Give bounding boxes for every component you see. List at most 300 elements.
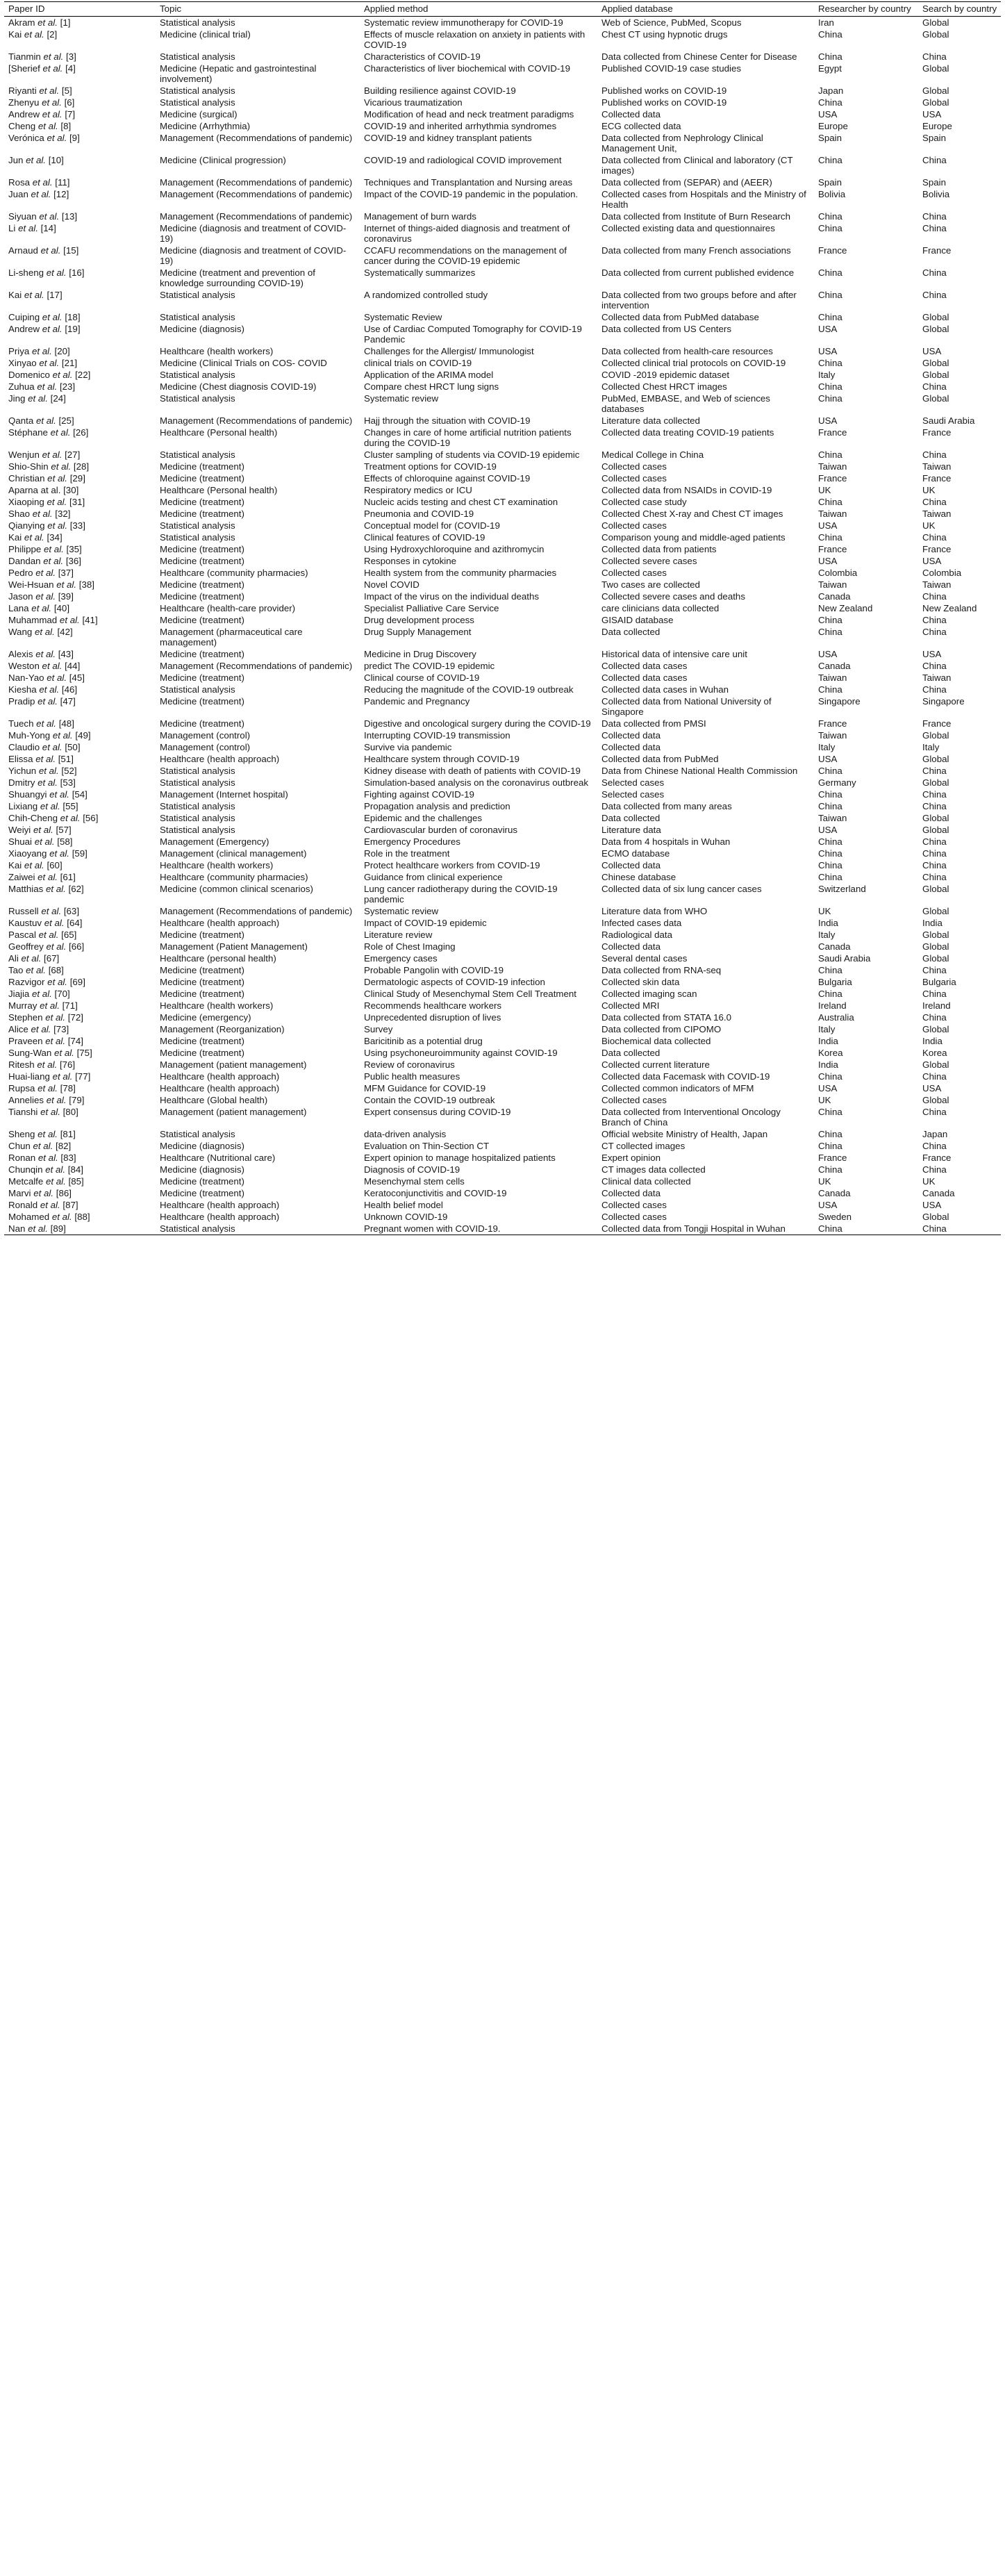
cell-search-country: China (922, 627, 947, 637)
reference-number: [19] (65, 324, 81, 334)
cell-applied-database: Data from Chinese National Health Commission (601, 766, 798, 776)
et-al-text: et al. (46, 267, 67, 278)
cell-applied-method: Keratoconjunctivitis and COVID-19 (364, 1188, 507, 1198)
cell-search-country: Global (922, 777, 949, 788)
table-row (4, 245, 1001, 267)
cell-topic: Medicine (treatment) (160, 965, 244, 975)
cell-paper-id (4, 777, 156, 789)
cell-researcher-country: Korea (818, 1048, 843, 1058)
cell-applied-method: Application of the ARIMA model (364, 370, 494, 380)
cell-applied-database: Collected data (601, 1188, 661, 1198)
author-name: Jing (8, 393, 26, 404)
cell-paper-id (4, 660, 156, 672)
cell-researcher-country: UK (818, 1176, 831, 1187)
cell-search-country: UK (922, 1176, 936, 1187)
author-name: Ritesh (8, 1059, 35, 1070)
cell-applied-database: Collected cases from Hospitals and the Ministry of Health (601, 189, 806, 210)
cell-topic: Healthcare (Personal health) (160, 485, 278, 495)
table-row (4, 1035, 1001, 1047)
author-name: Ronan (8, 1153, 36, 1163)
cell-search-country: Spain (922, 177, 947, 188)
cell-researcher-country: USA (818, 109, 838, 119)
et-al-text: et al. (40, 1107, 60, 1117)
cell-researcher-country: India (818, 1036, 838, 1046)
cell-paper-id (4, 508, 156, 520)
et-al-text: et al. (46, 941, 67, 952)
reference-number: [66] (69, 941, 85, 952)
reference-number: [45] (69, 672, 85, 683)
table-row (4, 1082, 1001, 1094)
table-row (4, 97, 1001, 108)
reference-number: [80] (63, 1107, 78, 1117)
cell-search-country: New Zealand (922, 603, 977, 613)
cell-applied-method: Respiratory medics or ICU (364, 485, 472, 495)
cell-researcher-country: Iran (818, 17, 834, 28)
et-al-text: et al. (39, 684, 60, 695)
cell-paper-id (4, 132, 156, 154)
cell-paper-id (4, 1211, 156, 1223)
cell-applied-method: Effects of muscle relaxation on anxiety in patients with COVID-19 (364, 29, 585, 50)
et-al-text: et al. (40, 1000, 60, 1011)
author-name: Kaustuv (8, 918, 42, 928)
table-row (4, 1012, 1001, 1023)
cell-applied-method: Emergency Procedures (364, 836, 460, 847)
et-al-text: et al. (35, 754, 56, 764)
cell-researcher-country: Switzerland (818, 884, 866, 894)
cell-applied-method: Treatment options for COVID-19 (364, 461, 497, 472)
cell-paper-id (4, 449, 156, 461)
reference-number: [14] (40, 223, 56, 233)
cell-paper-id (4, 176, 156, 188)
cell-researcher-country: USA (818, 556, 838, 566)
cell-paper-id (4, 1128, 156, 1140)
cell-topic: Medicine (treatment) (160, 977, 244, 987)
cell-applied-database: Collected cases (601, 520, 667, 531)
reference-number: [58] (57, 836, 73, 847)
cell-topic: Statistical analysis (160, 684, 235, 695)
cell-paper-id (4, 1199, 156, 1211)
cell-search-country: China (922, 801, 947, 811)
cell-paper-id (4, 415, 156, 427)
cell-researcher-country: France (818, 245, 847, 256)
cell-applied-method: Role of Chest Imaging (364, 941, 456, 952)
reference-number: [84] (67, 1164, 83, 1175)
cell-applied-method: Impact of the COVID-19 pandemic in the population. (364, 189, 579, 199)
cell-search-country: Global (922, 953, 949, 964)
cell-search-country: USA (922, 1200, 942, 1210)
cell-topic: Healthcare (health approach) (160, 1071, 280, 1082)
et-al-text: et al. (32, 509, 53, 519)
cell-researcher-country: Canada (818, 591, 851, 602)
cell-search-country: Bulgaria (922, 977, 956, 987)
table-row (4, 17, 1001, 29)
cell-search-country: India (922, 1036, 942, 1046)
cell-search-country: China (922, 449, 947, 460)
cell-researcher-country: Taiwan (818, 579, 847, 590)
cell-topic: Statistical analysis (160, 813, 235, 823)
et-al-text: et al. (47, 977, 67, 987)
cell-topic: Healthcare (health workers) (160, 860, 274, 870)
et-al-text: et al. (26, 155, 46, 165)
reference-number: [50] (65, 742, 81, 752)
cell-paper-id (4, 812, 156, 824)
table-row (4, 1175, 1001, 1187)
reference-number: [20] (54, 346, 70, 356)
reference-number: [24] (50, 393, 66, 404)
cell-paper-id (4, 245, 156, 267)
author-name: Stephen (8, 1012, 43, 1023)
cell-paper-id (4, 369, 156, 381)
cell-search-country: China (922, 848, 947, 859)
et-al-text: et al. (32, 346, 52, 356)
cell-applied-database: Data collected from Interventional Oncology Branch of China (601, 1107, 781, 1128)
cell-search-country: China (922, 155, 947, 165)
cell-topic: Medicine (diagnosis and treatment of COVID-19) (160, 245, 347, 266)
cell-applied-database: Infected cases data (601, 918, 682, 928)
cell-researcher-country: Taiwan (818, 730, 847, 741)
cell-applied-method: Systematic review (364, 906, 439, 916)
reference-number: [53] (60, 777, 76, 788)
reference-number: [26] (73, 427, 89, 438)
et-al-text: et al. (41, 906, 62, 916)
cell-paper-id (4, 472, 156, 484)
author-name: Andrew (8, 109, 40, 119)
cell-researcher-country: China (818, 801, 842, 811)
cell-applied-method: A randomized controlled study (364, 290, 488, 300)
cell-topic: Medicine (common clinical scenarios) (160, 884, 313, 894)
cell-applied-method: Role in the treatment (364, 848, 450, 859)
cell-researcher-country: China (818, 381, 842, 392)
author-name: Andrew (8, 324, 40, 334)
author-name: Cheng (8, 121, 36, 131)
cell-search-country: UK (922, 520, 936, 531)
cell-researcher-country: Spain (818, 177, 842, 188)
cell-applied-database: Data collected from many French associations (601, 245, 791, 256)
author-name: Christian (8, 473, 45, 484)
author-name: Chun (8, 1141, 31, 1151)
table-row (4, 929, 1001, 941)
cell-topic: Medicine (treatment) (160, 461, 244, 472)
cell-researcher-country: USA (818, 754, 838, 764)
author-name: Sung-Wan (8, 1048, 52, 1058)
table-row (4, 1199, 1001, 1211)
cell-researcher-country: Bolivia (818, 189, 846, 199)
cell-applied-database: Collected cases (601, 1200, 667, 1210)
cell-researcher-country: USA (818, 1083, 838, 1093)
cell-applied-method: Modification of head and neck treatment paradigms (364, 109, 574, 119)
cell-topic: Medicine (emergency) (160, 1012, 251, 1023)
reference-number: [73] (53, 1024, 69, 1034)
et-al-text: et al. (47, 473, 67, 484)
table-row (4, 695, 1001, 718)
cell-researcher-country: China (818, 449, 842, 460)
cell-paper-id (4, 1106, 156, 1128)
cell-topic: Medicine (treatment) (160, 473, 244, 484)
cell-topic: Management (control) (160, 730, 251, 741)
reference-number: [32] (55, 509, 71, 519)
cell-paper-id (4, 741, 156, 753)
cell-applied-method: Survey (364, 1024, 393, 1034)
cell-paper-id (4, 684, 156, 695)
cell-search-country: Europe (922, 121, 952, 131)
cell-search-country: Colombia (922, 568, 962, 578)
cell-topic: Statistical analysis (160, 766, 235, 776)
cell-applied-database: Literature data collected (601, 415, 700, 426)
literature-table (4, 1, 1001, 1235)
reference-number: [12] (53, 189, 69, 199)
author-name: Pedro (8, 568, 33, 578)
reference-number: [38] (78, 579, 94, 590)
cell-applied-method: Novel COVID (364, 579, 420, 590)
author-name: Wei-Hsuan (8, 579, 54, 590)
cell-search-country: China (922, 591, 947, 602)
cell-search-country: China (922, 1164, 947, 1175)
author-name: Chih-Cheng (8, 813, 58, 823)
cell-applied-database: Collected data Facemask with COVID-19 (601, 1071, 770, 1082)
cell-search-country: France (922, 473, 952, 484)
cell-search-country: Global (922, 85, 949, 96)
reference-number: [35] (66, 544, 82, 554)
et-al-text: et al. (46, 1095, 67, 1105)
cell-paper-id (4, 17, 156, 29)
reference-number: [4] (65, 63, 76, 74)
reference-number: [57] (56, 825, 72, 835)
cell-paper-id (4, 591, 156, 602)
cell-topic: Statistical analysis (160, 85, 235, 96)
cell-topic: Statistical analysis (160, 97, 235, 108)
cell-topic: Healthcare (Global health) (160, 1095, 268, 1105)
cell-paper-id (4, 323, 156, 345)
author-name: Kiesha (8, 684, 37, 695)
author-name: Annelies (8, 1095, 44, 1105)
cell-applied-method: Use of Cardiac Computed Tomography for COVID-19 Pandemic (364, 324, 582, 345)
cell-paper-id (4, 800, 156, 812)
cell-applied-method: Baricitinib as a potential drug (364, 1036, 483, 1046)
cell-applied-method: Using Hydroxychloroquine and azithromycin (364, 544, 545, 554)
cell-topic: Medicine (treatment) (160, 930, 244, 940)
cell-paper-id (4, 579, 156, 591)
cell-researcher-country: USA (818, 346, 838, 356)
cell-topic: Management (Reorganization) (160, 1024, 285, 1034)
cell-topic: Medicine (treatment) (160, 989, 244, 999)
header-paper-id: Paper ID (4, 2, 156, 17)
reference-number: [42] (57, 627, 73, 637)
reference-number: [18] (65, 312, 81, 322)
cell-applied-database: Comparison young and middle-aged patients (601, 532, 786, 543)
cell-search-country: Global (922, 1212, 949, 1222)
cell-search-country: China (922, 860, 947, 870)
table-row (4, 812, 1001, 824)
cell-topic: Statistical analysis (160, 449, 235, 460)
cell-applied-database: Chinese database (601, 872, 676, 882)
cell-researcher-country: Italy (818, 370, 836, 380)
cell-applied-method: Systematic review immunotherapy for COVID-19 (364, 17, 563, 28)
cell-applied-method: Compare chest HRCT lung signs (364, 381, 499, 392)
table-row (4, 729, 1001, 741)
cell-applied-database: Several dental cases (601, 953, 688, 964)
table-row (4, 672, 1001, 684)
cell-applied-database: Collected Chest X-ray and Chest CT images (601, 509, 783, 519)
cell-applied-method: Fighting against COVID-19 (364, 789, 474, 800)
table-row (4, 1211, 1001, 1223)
et-al-text: et al. (36, 718, 56, 729)
cell-researcher-country: China (818, 1071, 842, 1082)
cell-search-country: Bolivia (922, 189, 950, 199)
cell-researcher-country: Italy (818, 742, 836, 752)
cell-applied-method: MFM Guidance for COVID-19 (364, 1083, 486, 1093)
cell-paper-id (4, 1059, 156, 1071)
cell-applied-method: Interrupting COVID-19 transmission (364, 730, 510, 741)
author-name: Xinyao (8, 358, 37, 368)
cell-researcher-country: China (818, 989, 842, 999)
cell-topic: Management (pharmaceutical care management) (160, 627, 303, 647)
cell-applied-method: Conceptual model for (COVID-19 (364, 520, 500, 531)
cell-topic: Statistical analysis (160, 312, 235, 322)
cell-researcher-country: Saudi Arabia (818, 953, 871, 964)
table-row (4, 626, 1001, 648)
cell-applied-database: Collected data treating COVID-19 patients (601, 427, 774, 438)
cell-paper-id (4, 51, 156, 63)
cell-topic: Medicine (Clinical Trials on COS- COVID (160, 358, 327, 368)
author-name: Yichun (8, 766, 37, 776)
cell-paper-id (4, 602, 156, 614)
et-al-text: et al. (24, 29, 44, 40)
cell-topic: Medicine (treatment) (160, 509, 244, 519)
cell-applied-method: Reducing the magnitude of the COVID-19 outbreak (364, 684, 574, 695)
cell-applied-database: Collected current literature (601, 1059, 710, 1070)
reference-number: [15] (63, 245, 79, 256)
table-row (4, 579, 1001, 591)
table-row (4, 905, 1001, 917)
cell-topic: Statistical analysis (160, 532, 235, 543)
cell-researcher-country: Italy (818, 930, 836, 940)
cell-search-country: China (922, 1107, 947, 1117)
cell-search-country: China (922, 211, 947, 222)
cell-applied-method: Survive via pandemic (364, 742, 452, 752)
cell-researcher-country: UK (818, 1095, 831, 1105)
cell-applied-database: CT images data collected (601, 1164, 706, 1175)
et-al-text: et al. (47, 672, 67, 683)
cell-topic: Management (Recommendations of pandemic) (160, 211, 353, 222)
cell-paper-id (4, 648, 156, 660)
cell-applied-database: Data collected from STATA 16.0 (601, 1012, 731, 1023)
cell-applied-database: Biochemical data collected (601, 1036, 711, 1046)
cell-researcher-country: Europe (818, 121, 848, 131)
cell-researcher-country: Germany (818, 777, 856, 788)
cell-topic: Medicine (treatment) (160, 649, 244, 659)
reference-number: [47] (60, 696, 76, 707)
table-row (4, 741, 1001, 753)
cell-applied-database: Clinical data collected (601, 1176, 691, 1187)
table-row (4, 543, 1001, 555)
cell-search-country: Taiwan (922, 509, 952, 519)
table-row (4, 132, 1001, 154)
cell-search-country: Canada (922, 1188, 955, 1198)
cell-applied-method: Characteristics of COVID-19 (364, 51, 481, 62)
cell-applied-method: Characteristics of liver biochemical with COVID-19 (364, 63, 571, 74)
cell-topic: Statistical analysis (160, 290, 235, 300)
reference-number: [77] (75, 1071, 91, 1082)
et-al-text: et al. (39, 358, 60, 368)
cell-search-country: France (922, 544, 952, 554)
cell-applied-database: Collected data from NSAIDs in COVID-19 (601, 485, 772, 495)
et-al-text: et al. (49, 848, 69, 859)
cell-paper-id (4, 765, 156, 777)
author-name: Priya (8, 346, 30, 356)
table-row (4, 120, 1001, 132)
cell-paper-id (4, 941, 156, 952)
cell-researcher-country: China (818, 789, 842, 800)
table-row (4, 210, 1001, 222)
cell-applied-method: Public health measures (364, 1071, 460, 1082)
et-al-text: et al. (56, 579, 77, 590)
author-name: Riyanti (8, 85, 37, 96)
cell-applied-database: Data collected from RNA-seq (601, 965, 722, 975)
et-al-text: et al. (54, 1048, 74, 1058)
table-row (4, 602, 1001, 614)
reference-number: [51] (58, 754, 74, 764)
author-name: Aparna at al. (8, 485, 61, 495)
cell-search-country: Global (922, 29, 949, 40)
header-topic: Topic (156, 2, 360, 17)
cell-applied-database: GISAID database (601, 615, 674, 625)
cell-search-country: Global (922, 730, 949, 741)
cell-topic: Healthcare (Nutritional care) (160, 1153, 276, 1163)
reference-number: [82] (56, 1141, 72, 1151)
et-al-text: et al. (33, 825, 53, 835)
reference-number: [43] (58, 649, 74, 659)
table-row (4, 883, 1001, 905)
et-al-text: et al. (45, 1164, 66, 1175)
reference-number: [39] (58, 591, 74, 602)
cell-topic: Medicine (treatment) (160, 591, 244, 602)
cell-topic: Healthcare (health approach) (160, 1083, 280, 1093)
cell-search-country: China (922, 836, 947, 847)
cell-search-country: China (922, 51, 947, 62)
cell-applied-method: Mesenchymal stem cells (364, 1176, 465, 1187)
cell-applied-method: Management of burn wards (364, 211, 476, 222)
cell-paper-id (4, 917, 156, 929)
cell-paper-id (4, 154, 156, 176)
cell-paper-id (4, 289, 156, 311)
reference-number: [71] (62, 1000, 78, 1011)
cell-search-country: Spain (922, 133, 947, 143)
cell-applied-database: Collected cases (601, 568, 667, 578)
table-row (4, 323, 1001, 345)
cell-paper-id (4, 345, 156, 357)
cell-paper-id (4, 1094, 156, 1106)
cell-topic: Healthcare (Personal health) (160, 427, 278, 438)
cell-search-country: Global (922, 884, 949, 894)
cell-researcher-country: China (818, 223, 842, 233)
cell-applied-database: Published works on COVID-19 (601, 85, 727, 96)
table-row (4, 777, 1001, 789)
et-al-text: et al. (32, 177, 53, 188)
cell-topic: Medicine (treatment) (160, 497, 244, 507)
table-row (4, 836, 1001, 848)
cell-applied-database: Data from 4 hospitals in Wuhan (601, 836, 731, 847)
cell-paper-id (4, 1082, 156, 1094)
cell-applied-method: Nucleic acids testing and chest CT examination (364, 497, 558, 507)
cell-researcher-country: China (818, 836, 842, 847)
reference-number: [30] (63, 485, 79, 495)
cell-applied-database: Collected data from PubMed database (601, 312, 759, 322)
cell-applied-method: Propagation analysis and prediction (364, 801, 510, 811)
cell-applied-method: Drug Supply Management (364, 627, 472, 637)
cell-researcher-country: UK (818, 906, 831, 916)
author-name: Rosa (8, 177, 31, 188)
cell-topic: Medicine (diagnosis and treatment of COVID-19) (160, 223, 347, 244)
